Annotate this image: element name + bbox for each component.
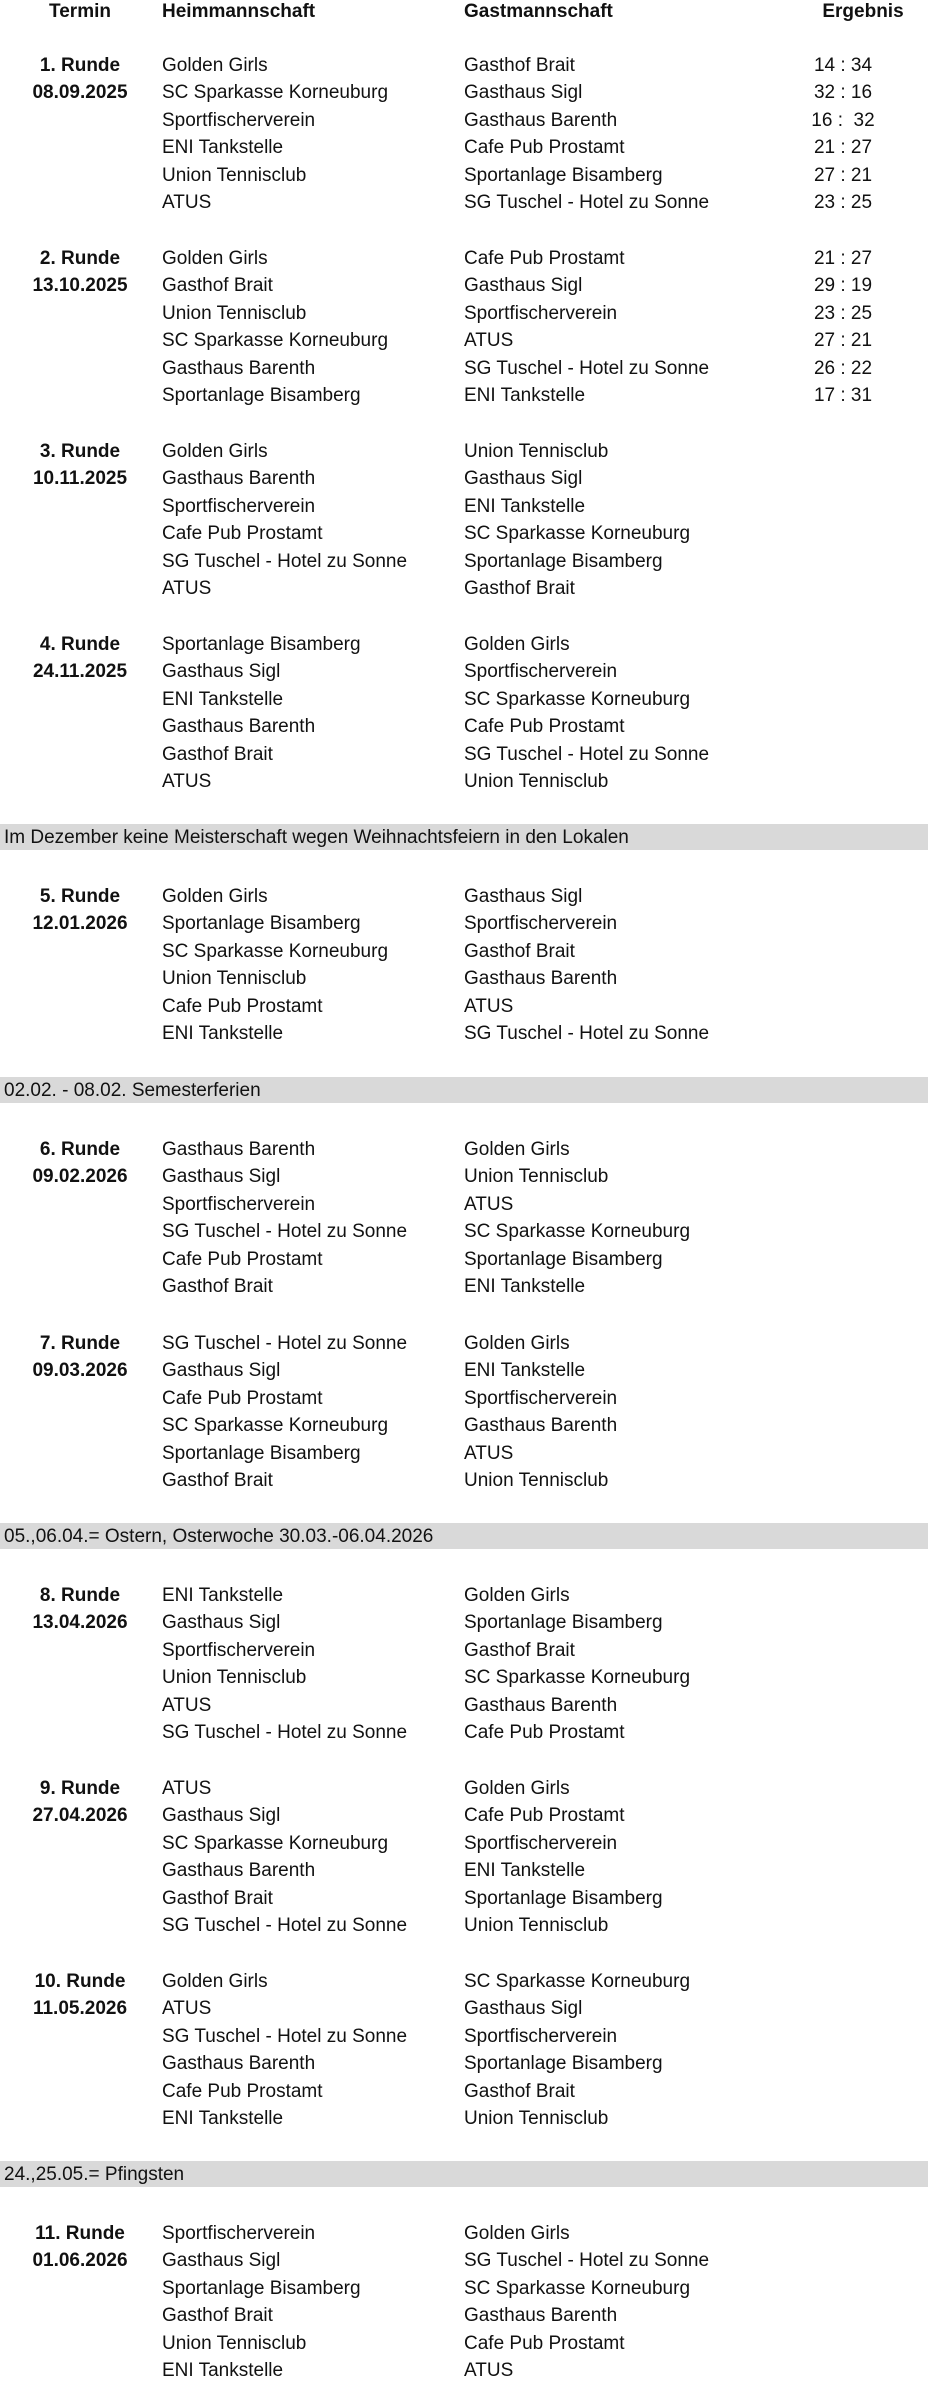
match-row [0, 1775, 928, 1802]
guest-team: Sportanlage Bisamberg [464, 1612, 663, 1634]
schedule-note: Im Dezember keine Meisterschaft wegen Weihnachtsfeiern in den Lokalen [0, 824, 928, 850]
home-team: Union Tennisclub [162, 164, 307, 186]
match-row [0, 548, 928, 575]
home-team: Sportfischerverein [162, 1193, 316, 1215]
guest-team: Union Tennisclub [464, 441, 609, 462]
guest-team: Cafe Pub Prostamt [464, 2332, 625, 2354]
round-label: 3. Runde [39, 441, 121, 462]
home-team: Gasthaus Barenth [162, 357, 316, 379]
round-date: 01.06.2026 [32, 2250, 128, 2272]
home-team: ATUS [162, 192, 212, 213]
match-row [0, 2220, 928, 2247]
home-team: Sportanlage Bisamberg [162, 913, 361, 935]
guest-team: Union Tennisclub [464, 2108, 609, 2129]
round-date: 12.01.2026 [32, 913, 128, 935]
guest-team: Sportfischerverein [464, 1387, 618, 1409]
round-date: 08.09.2025 [32, 82, 128, 104]
guest-team: Sportanlage Bisamberg [464, 2053, 663, 2075]
guest-team: Gasthof Brait [464, 2080, 575, 2102]
guest-team: Cafe Pub Prostamt [464, 716, 625, 738]
guest-team: ATUS [464, 1442, 514, 1464]
home-team: Gasthaus Barenth [162, 1139, 316, 1160]
match-row [0, 382, 928, 409]
guest-team: ATUS [464, 330, 514, 352]
home-team: Sportfischerverein [162, 109, 316, 131]
match-row [0, 1664, 928, 1691]
home-team: ATUS [162, 1998, 212, 2020]
match-row [0, 741, 928, 768]
home-team: Gasthaus Barenth [162, 716, 316, 738]
guest-team: Golden Girls [464, 1333, 570, 1354]
match-row [0, 1609, 928, 1636]
match-row [0, 493, 928, 520]
guest-team: ENI Tankstelle [464, 1360, 586, 1382]
guest-team: Gasthof Brait [464, 55, 575, 76]
guest-team: Union Tennisclub [464, 771, 609, 792]
match-result: 26 : 22 [813, 357, 873, 379]
match-row [0, 1912, 928, 1939]
guest-team: Cafe Pub Prostamt [464, 1722, 625, 1743]
guest-team: Gasthof Brait [464, 1639, 575, 1661]
home-team: Union Tennisclub [162, 968, 307, 990]
home-team: ENI Tankstelle [162, 2108, 284, 2129]
match-row [0, 1218, 928, 1245]
match-row [0, 355, 928, 382]
guest-team: Gasthaus Barenth [464, 109, 618, 131]
match-row [0, 2247, 928, 2274]
guest-team: SC Sparkasse Korneuburg [464, 1221, 691, 1243]
match-row [0, 2078, 928, 2105]
home-team: Gasthaus Sigl [162, 1805, 281, 1827]
match-row [0, 883, 928, 910]
guest-team: Golden Girls [464, 1139, 570, 1160]
match-row [0, 272, 928, 299]
match-row [0, 1857, 928, 1884]
home-team: Gasthaus Barenth [162, 1860, 316, 1882]
guest-team: Sportanlage Bisamberg [464, 1248, 663, 1270]
round-date: 11.05.2026 [32, 1998, 128, 2020]
guest-team: Golden Girls [464, 634, 570, 655]
round-label: 2. Runde [39, 248, 121, 269]
match-row [0, 1719, 928, 1746]
home-team: Golden Girls [162, 55, 268, 76]
guest-team: Gasthaus Barenth [464, 968, 618, 990]
match-result: 32 : 16 [813, 82, 873, 104]
guest-team: Gasthaus Sigl [464, 886, 583, 907]
home-team: Gasthof Brait [162, 1887, 273, 1909]
home-team: Cafe Pub Prostamt [162, 995, 323, 1017]
match-row [0, 1136, 928, 1163]
match-result: 27 : 21 [813, 330, 873, 352]
match-row [0, 1412, 928, 1439]
guest-team: Cafe Pub Prostamt [464, 1805, 625, 1827]
home-team: Gasthof Brait [162, 1276, 273, 1297]
home-team: Sportanlage Bisamberg [162, 2277, 361, 2299]
guest-team: Sportanlage Bisamberg [464, 550, 663, 572]
home-team: SC Sparkasse Korneuburg [162, 1832, 389, 1854]
round-date: 13.04.2026 [32, 1612, 128, 1634]
match-row [0, 1637, 928, 1664]
match-result: 27 : 21 [813, 164, 873, 186]
guest-team: Gasthof Brait [464, 940, 575, 962]
match-row [0, 910, 928, 937]
match-row [0, 79, 928, 106]
guest-team: Gasthaus Barenth [464, 2305, 618, 2327]
home-team: Gasthaus Sigl [162, 1360, 281, 1382]
home-team: Gasthaus Sigl [162, 1612, 281, 1634]
guest-team: Golden Girls [464, 1778, 570, 1799]
match-result: 14 : 34 [813, 55, 873, 76]
match-row [0, 520, 928, 547]
home-team: Gasthaus Sigl [162, 661, 281, 683]
match-result: 17 : 31 [813, 385, 873, 406]
guest-team: ENI Tankstelle [464, 385, 586, 406]
guest-team: Gasthaus Sigl [464, 1998, 583, 2020]
guest-team: SG Tuschel - Hotel zu Sonne [464, 357, 710, 379]
home-team: SG Tuschel - Hotel zu Sonne [162, 2025, 408, 2047]
match-row [0, 245, 928, 272]
home-team: Gasthaus Sigl [162, 1166, 281, 1188]
header-guest-team: Gastmannschaft [464, 1, 613, 22]
match-row [0, 107, 928, 134]
guest-team: SC Sparkasse Korneuburg [464, 1667, 691, 1689]
guest-team: Gasthaus Sigl [464, 82, 583, 104]
home-team: Golden Girls [162, 441, 268, 462]
guest-team: SC Sparkasse Korneuburg [464, 2277, 691, 2299]
guest-team: SG Tuschel - Hotel zu Sonne [464, 743, 710, 765]
guest-team: SC Sparkasse Korneuburg [464, 1971, 691, 1992]
round-date: 24.11.2025 [32, 661, 128, 683]
header-termin: Termin [49, 1, 111, 22]
match-row [0, 300, 928, 327]
home-team: ATUS [162, 578, 212, 599]
match-row [0, 993, 928, 1020]
guest-team: SG Tuschel - Hotel zu Sonne [464, 192, 710, 213]
home-team: Golden Girls [162, 1971, 268, 1992]
guest-team: Sportanlage Bisamberg [464, 1887, 663, 1909]
home-team: Sportanlage Bisamberg [162, 1442, 361, 1464]
guest-team: Golden Girls [464, 2223, 570, 2244]
guest-team: Union Tennisclub [464, 1166, 609, 1188]
home-team: SG Tuschel - Hotel zu Sonne [162, 1722, 408, 1743]
match-row [0, 965, 928, 992]
round-label: 9. Runde [39, 1778, 121, 1799]
guest-team: Gasthof Brait [464, 578, 575, 599]
round-date: 27.04.2026 [32, 1805, 128, 1827]
guest-team: Union Tennisclub [464, 1915, 609, 1936]
match-row [0, 189, 928, 216]
match-row [0, 438, 928, 465]
home-team: SC Sparkasse Korneuburg [162, 1415, 389, 1437]
guest-team: Gasthaus Barenth [464, 1694, 618, 1716]
match-row [0, 465, 928, 492]
guest-team: Gasthaus Barenth [464, 1415, 618, 1437]
match-row [0, 52, 928, 79]
home-team: ATUS [162, 771, 212, 792]
round-date: 10.11.2025 [32, 468, 128, 490]
guest-team: Cafe Pub Prostamt [464, 248, 625, 269]
round-date: 09.03.2026 [32, 1360, 128, 1382]
home-team: SG Tuschel - Hotel zu Sonne [162, 1221, 408, 1243]
match-row [0, 162, 928, 189]
match-row [0, 1885, 928, 1912]
home-team: SG Tuschel - Hotel zu Sonne [162, 1915, 408, 1936]
round-label: 11. Runde [35, 2223, 125, 2244]
match-row [0, 1995, 928, 2022]
match-row [0, 1246, 928, 1273]
guest-team: SC Sparkasse Korneuburg [464, 688, 691, 710]
match-row [0, 1357, 928, 1384]
match-row [0, 1273, 928, 1300]
guest-team: Sportfischerverein [464, 1832, 618, 1854]
guest-team: Sportanlage Bisamberg [464, 164, 663, 186]
home-team: Golden Girls [162, 248, 268, 269]
guest-team: Gasthaus Sigl [464, 275, 583, 297]
guest-team: ATUS [464, 1193, 514, 1215]
home-team: ATUS [162, 1778, 212, 1799]
home-team: Gasthof Brait [162, 275, 273, 297]
match-row [0, 658, 928, 685]
home-team: ENI Tankstelle [162, 1585, 284, 1606]
home-team: Cafe Pub Prostamt [162, 523, 323, 545]
guest-team: SG Tuschel - Hotel zu Sonne [464, 2250, 710, 2272]
match-row [0, 2302, 928, 2329]
guest-team: Sportfischerverein [464, 2025, 618, 2047]
round-label: 5. Runde [39, 886, 121, 907]
guest-team: Gasthaus Sigl [464, 468, 583, 490]
guest-team: ATUS [464, 2360, 514, 2381]
match-row [0, 1020, 928, 1047]
schedule-note: 02.02. - 08.02. Semesterferien [0, 1077, 928, 1103]
home-team: Sportanlage Bisamberg [162, 385, 361, 406]
guest-team: Sportfischerverein [464, 661, 618, 683]
match-row [0, 1163, 928, 1190]
match-result: 23 : 25 [813, 302, 873, 324]
home-team: SC Sparkasse Korneuburg [162, 330, 389, 352]
round-label: 6. Runde [39, 1139, 121, 1160]
home-team: Sportfischerverein [162, 2223, 316, 2244]
match-row [0, 1582, 928, 1609]
home-team: ENI Tankstelle [162, 137, 284, 159]
match-row [0, 1191, 928, 1218]
home-team: Sportfischerverein [162, 1639, 316, 1661]
home-team: Gasthaus Sigl [162, 2250, 281, 2272]
match-result: 21 : 27 [813, 137, 873, 159]
match-row [0, 134, 928, 161]
home-team: ENI Tankstelle [162, 1023, 284, 1044]
guest-team: SC Sparkasse Korneuburg [464, 523, 691, 545]
guest-team: Sportfischerverein [464, 913, 618, 935]
match-row [0, 631, 928, 658]
match-row [0, 2357, 928, 2384]
guest-team: Union Tennisclub [464, 1470, 609, 1491]
header-row [0, 0, 928, 25]
match-row [0, 713, 928, 740]
guest-team: ENI Tankstelle [464, 495, 586, 517]
match-row [0, 686, 928, 713]
home-team: SC Sparkasse Korneuburg [162, 940, 389, 962]
match-row [0, 938, 928, 965]
match-result: 29 : 19 [813, 275, 873, 297]
home-team: Cafe Pub Prostamt [162, 2080, 323, 2102]
match-row [0, 1802, 928, 1829]
guest-team: Cafe Pub Prostamt [464, 137, 625, 159]
home-team: Cafe Pub Prostamt [162, 1248, 323, 1270]
home-team: SG Tuschel - Hotel zu Sonne [162, 550, 408, 572]
match-row [0, 2023, 928, 2050]
match-result: 16 : 32 [811, 109, 875, 131]
guest-team: Golden Girls [464, 1585, 570, 1606]
match-row [0, 1330, 928, 1357]
home-team: ENI Tankstelle [162, 688, 284, 710]
header-result: Ergebnis [822, 1, 904, 22]
home-team: Union Tennisclub [162, 1667, 307, 1689]
home-team: Golden Girls [162, 886, 268, 907]
round-date: 13.10.2025 [32, 275, 128, 297]
round-label: 8. Runde [39, 1585, 121, 1606]
match-row [0, 2050, 928, 2077]
match-row [0, 1830, 928, 1857]
home-team: Gasthof Brait [162, 743, 273, 765]
guest-team: SG Tuschel - Hotel zu Sonne [464, 1023, 710, 1044]
home-team: Sportanlage Bisamberg [162, 634, 361, 655]
round-date: 09.02.2026 [32, 1166, 128, 1188]
match-row [0, 768, 928, 795]
home-team: Union Tennisclub [162, 302, 307, 324]
home-team: Gasthof Brait [162, 1470, 273, 1491]
match-row [0, 1385, 928, 1412]
home-team: SC Sparkasse Korneuburg [162, 82, 389, 104]
home-team: Sportfischerverein [162, 495, 316, 517]
guest-team: ATUS [464, 995, 514, 1017]
match-row [0, 2330, 928, 2357]
match-row [0, 1440, 928, 1467]
round-label: 7. Runde [39, 1333, 121, 1354]
header-home-team: Heimmannschaft [162, 1, 316, 22]
match-row [0, 1692, 928, 1719]
round-label: 10. Runde [34, 1971, 126, 1992]
round-label: 1. Runde [39, 55, 121, 76]
match-row [0, 2105, 928, 2132]
match-result: 23 : 25 [813, 192, 873, 213]
match-row [0, 575, 928, 602]
schedule-note: 05.,06.04.= Ostern, Osterwoche 30.03.-06.04.2026 [0, 1523, 928, 1549]
match-row [0, 2275, 928, 2302]
match-row [0, 1968, 928, 1995]
home-team: Union Tennisclub [162, 2332, 307, 2354]
guest-team: ENI Tankstelle [464, 1860, 586, 1882]
guest-team: ENI Tankstelle [464, 1276, 586, 1297]
home-team: Gasthof Brait [162, 2305, 273, 2327]
match-row [0, 1467, 928, 1494]
home-team: ATUS [162, 1694, 212, 1716]
round-label: 4. Runde [39, 634, 121, 655]
home-team: Gasthaus Barenth [162, 468, 316, 490]
home-team: Cafe Pub Prostamt [162, 1387, 323, 1409]
match-row [0, 327, 928, 354]
guest-team: Sportfischerverein [464, 302, 618, 324]
home-team: Gasthaus Barenth [162, 2053, 316, 2075]
home-team: ENI Tankstelle [162, 2360, 284, 2381]
schedule-note: 24.,25.05.= Pfingsten [0, 2161, 928, 2187]
home-team: SG Tuschel - Hotel zu Sonne [162, 1333, 408, 1354]
match-result: 21 : 27 [813, 248, 873, 269]
